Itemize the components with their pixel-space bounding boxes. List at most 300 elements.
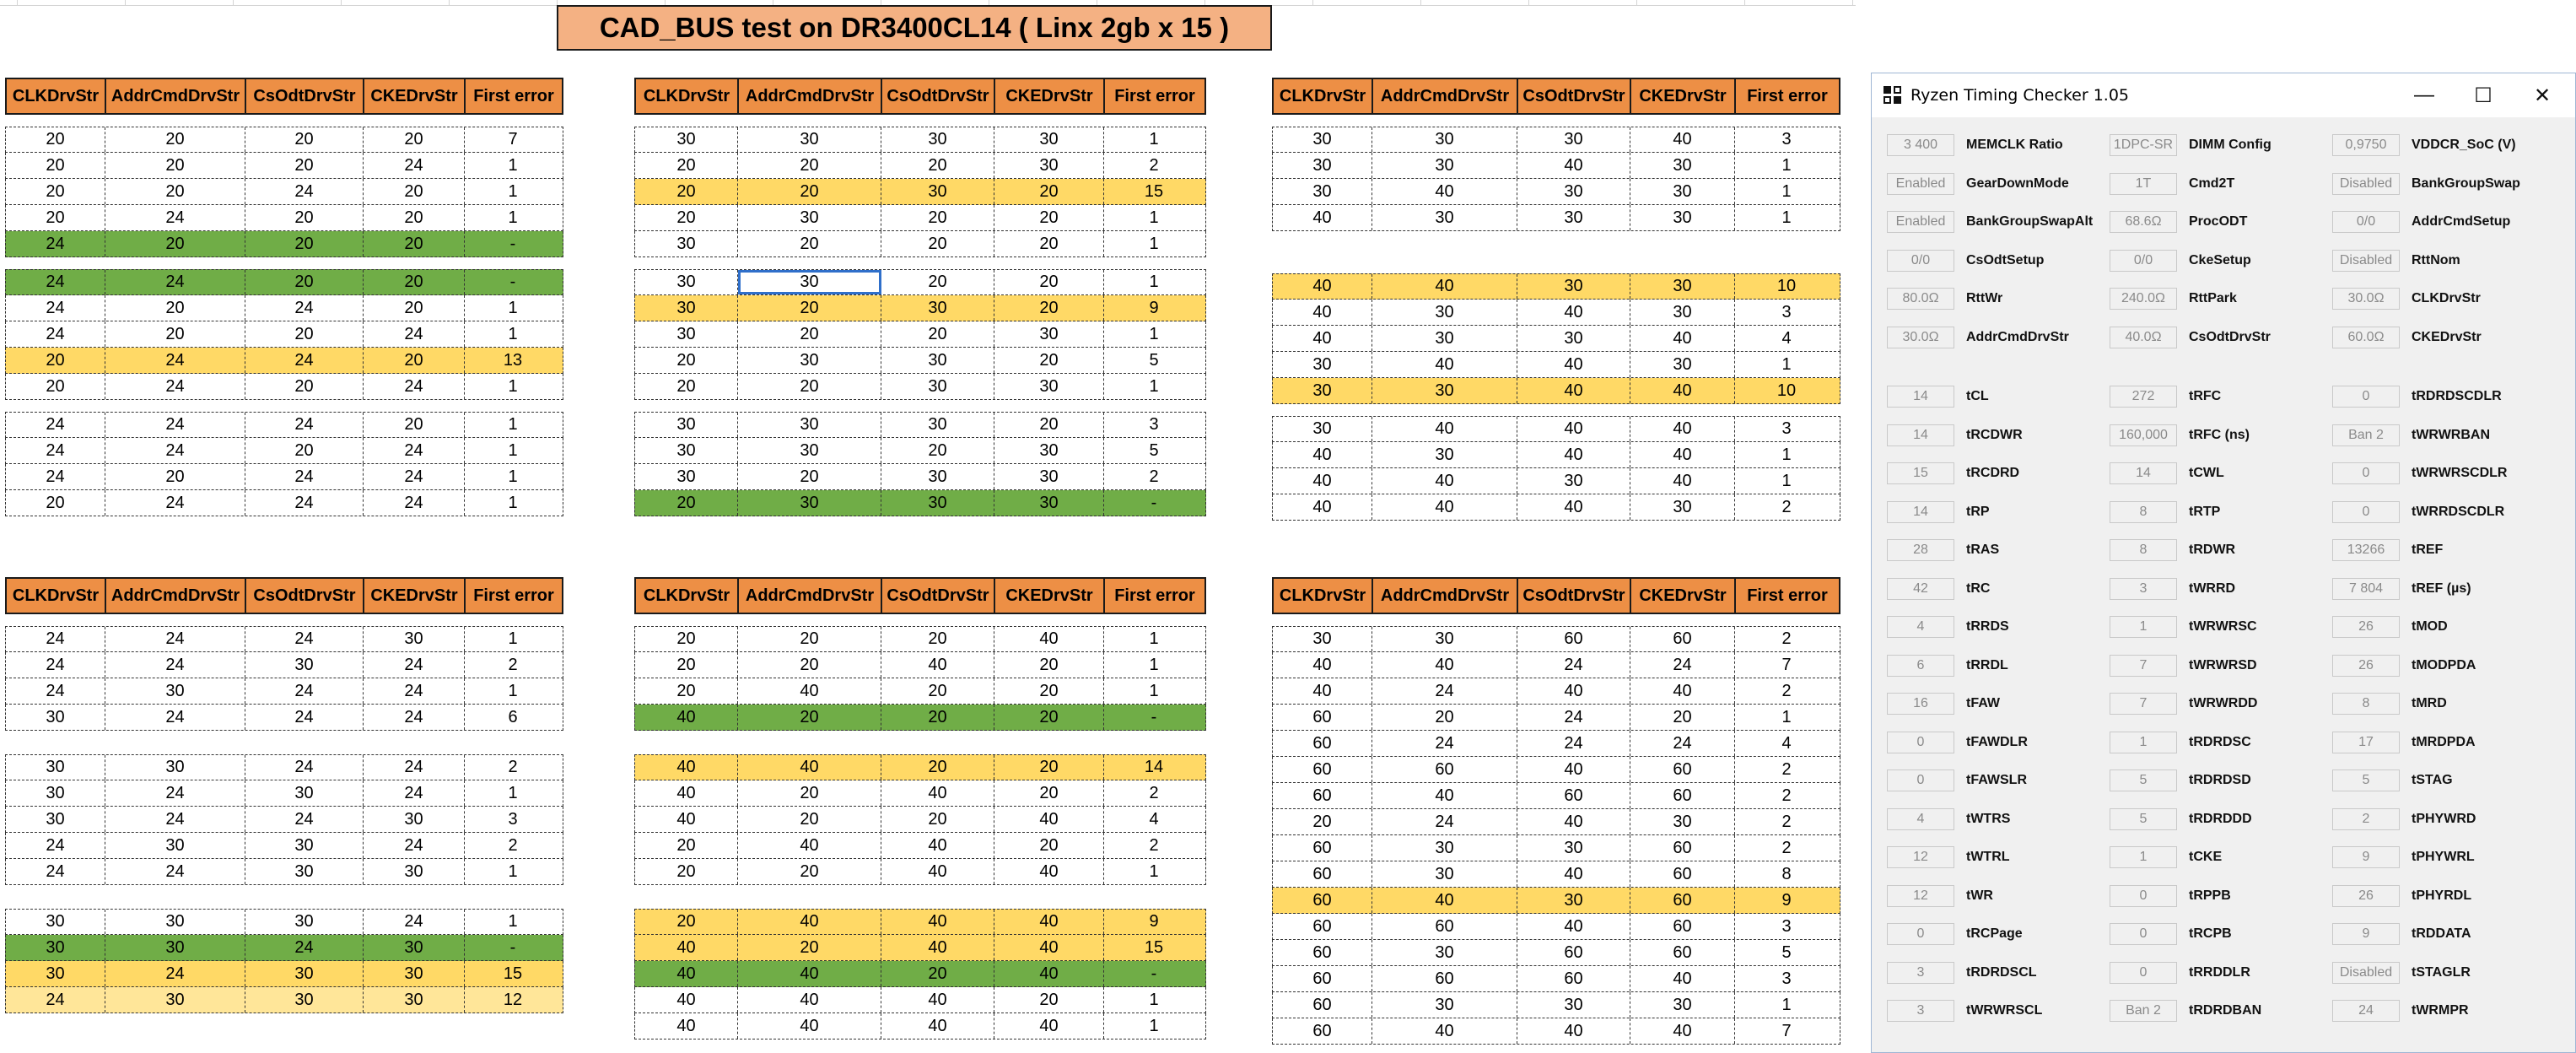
table-cell[interactable]: 20: [245, 270, 364, 294]
table-cell[interactable]: 30: [105, 935, 245, 960]
table-cell[interactable]: 20: [1273, 809, 1372, 834]
table-cell[interactable]: 12: [503, 990, 523, 1009]
table-cell[interactable]: 30: [364, 987, 465, 1012]
table-cell[interactable]: 60: [1273, 1018, 1372, 1044]
table-cell[interactable]: 30: [364, 807, 465, 832]
table-cell[interactable]: 40: [1273, 652, 1372, 678]
table-cell[interactable]: 24: [105, 652, 245, 678]
table-cell[interactable]: 20: [635, 627, 738, 651]
table-cell[interactable]: 40: [881, 780, 994, 806]
column-header[interactable]: CsOdtDrvStr: [1518, 79, 1631, 113]
timing-value-field[interactable]: 160,000: [2110, 424, 2177, 446]
table-cell[interactable]: 60: [1630, 888, 1735, 913]
timing-value-field[interactable]: 0: [1887, 923, 1954, 945]
table-cell[interactable]: 20: [994, 833, 1104, 858]
table-cell[interactable]: 24: [105, 413, 245, 437]
timing-value-field[interactable]: 0: [2110, 885, 2177, 907]
table-cell[interactable]: 40: [1273, 326, 1372, 351]
timing-value-field[interactable]: 1: [2110, 732, 2177, 753]
table-cell[interactable]: 3: [1781, 916, 1792, 936]
column-header[interactable]: First error: [473, 86, 554, 105]
table-cell[interactable]: 20: [105, 231, 245, 256]
table-cell[interactable]: 30: [1273, 378, 1372, 403]
table-cell[interactable]: 1: [1149, 681, 1159, 700]
table-cell[interactable]: 30: [994, 127, 1104, 152]
table-cell[interactable]: 20: [105, 153, 245, 178]
table-cell[interactable]: 40: [881, 833, 994, 858]
table-cell[interactable]: 20: [881, 321, 994, 347]
table-cell[interactable]: 30: [1517, 205, 1630, 230]
table-cell[interactable]: 24: [364, 833, 465, 858]
table-cell[interactable]: 30: [6, 807, 105, 832]
table-cell[interactable]: 20: [245, 127, 364, 152]
table-cell[interactable]: 20: [245, 321, 364, 347]
table-cell[interactable]: 30: [1273, 179, 1372, 204]
table-cell[interactable]: 20: [105, 464, 245, 489]
timing-value-field[interactable]: 0: [2110, 923, 2177, 945]
table-cell[interactable]: 20: [881, 231, 994, 256]
table-cell[interactable]: 20: [245, 374, 364, 399]
table-cell[interactable]: 30: [1372, 127, 1517, 152]
table-cell[interactable]: 40: [994, 627, 1104, 651]
table-cell[interactable]: 30: [1372, 940, 1517, 965]
table-cell[interactable]: -: [509, 234, 516, 253]
table-cell[interactable]: 40: [1372, 274, 1517, 299]
column-header[interactable]: CLKDrvStr: [636, 79, 739, 113]
timing-value-field[interactable]: 8: [2332, 693, 2400, 715]
column-header[interactable]: CsOdtDrvStr: [882, 79, 995, 113]
table-cell[interactable]: 10: [1776, 277, 1797, 295]
timing-value-field[interactable]: 240.0Ω: [2110, 288, 2177, 310]
table-cell[interactable]: -: [1151, 493, 1157, 512]
table-cell[interactable]: 1: [508, 208, 518, 227]
table-cell[interactable]: 30: [1630, 809, 1735, 834]
table-cell[interactable]: 60: [1630, 783, 1735, 808]
table-cell[interactable]: 40: [635, 780, 738, 806]
table-cell[interactable]: 40: [1517, 417, 1630, 441]
table-cell[interactable]: 60: [1372, 914, 1517, 939]
table-cell[interactable]: 30: [738, 413, 881, 437]
table-cell[interactable]: 2: [1149, 783, 1159, 802]
table-cell[interactable]: 1: [508, 324, 518, 343]
table-cell[interactable]: 40: [1517, 861, 1630, 887]
table-cell[interactable]: 30: [1517, 326, 1630, 351]
table-cell[interactable]: 1: [508, 415, 518, 434]
table-cell[interactable]: 24: [245, 705, 364, 730]
table-cell[interactable]: 20: [994, 705, 1104, 730]
column-header[interactable]: AddrCmdDrvStr: [1373, 579, 1518, 613]
table-cell[interactable]: 20: [738, 295, 881, 321]
table-cell[interactable]: 30: [1372, 835, 1517, 861]
table-cell[interactable]: 30: [6, 705, 105, 730]
table-cell[interactable]: 20: [881, 438, 994, 463]
table-cell[interactable]: 1: [508, 181, 518, 201]
table-cell[interactable]: 30: [738, 127, 881, 152]
table-cell[interactable]: 20: [738, 464, 881, 489]
table-cell[interactable]: 1: [1149, 273, 1159, 291]
table-cell[interactable]: 30: [1630, 352, 1735, 377]
timing-value-field[interactable]: 3: [2110, 578, 2177, 600]
table-cell[interactable]: 2: [508, 835, 518, 855]
timing-value-field[interactable]: Enabled: [1887, 173, 1954, 195]
table-cell[interactable]: 30: [994, 464, 1104, 489]
table-cell[interactable]: 24: [6, 833, 105, 858]
table-cell[interactable]: 20: [738, 859, 881, 884]
timing-value-field[interactable]: 28: [1887, 539, 1954, 561]
table-cell[interactable]: 30: [635, 270, 738, 294]
table-cell[interactable]: 24: [364, 464, 465, 489]
table-cell[interactable]: 20: [6, 179, 105, 204]
table-cell[interactable]: 24: [6, 231, 105, 256]
table-cell[interactable]: 20: [6, 153, 105, 178]
timing-value-field[interactable]: 17: [2332, 732, 2400, 753]
table-cell[interactable]: 20: [994, 987, 1104, 1012]
timing-value-field[interactable]: Disabled: [2332, 250, 2400, 272]
table-cell[interactable]: 30: [1517, 835, 1630, 861]
table-cell[interactable]: 24: [6, 652, 105, 678]
table-cell[interactable]: 24: [105, 627, 245, 651]
column-header[interactable]: CKEDrvStr: [1631, 579, 1736, 613]
table-cell[interactable]: 40: [635, 1013, 738, 1039]
timing-value-field[interactable]: 1DPC-SR: [2110, 134, 2177, 156]
table-cell[interactable]: 24: [245, 179, 364, 204]
table-cell[interactable]: 30: [105, 755, 245, 780]
table-cell[interactable]: 30: [245, 987, 364, 1012]
table-cell[interactable]: 10: [1776, 381, 1797, 400]
table-cell[interactable]: 20: [881, 755, 994, 780]
table-cell[interactable]: 30: [6, 935, 105, 960]
table-cell[interactable]: 24: [105, 705, 245, 730]
table-cell[interactable]: 30: [635, 413, 738, 437]
table-cell[interactable]: 1: [1149, 629, 1159, 648]
table-cell[interactable]: 24: [1372, 731, 1517, 756]
table-cell[interactable]: 60: [1630, 757, 1735, 782]
timing-value-field[interactable]: 7: [2110, 693, 2177, 715]
table-cell[interactable]: 24: [105, 438, 245, 463]
table-cell[interactable]: 30: [635, 231, 738, 256]
table-cell[interactable]: 40: [1630, 378, 1735, 403]
table-cell[interactable]: 40: [1630, 127, 1735, 152]
table-cell[interactable]: 2: [1149, 155, 1159, 175]
timing-value-field[interactable]: 30.0Ω: [2332, 288, 2400, 310]
table-cell[interactable]: 2: [508, 655, 518, 674]
timing-value-field[interactable]: 24: [2332, 1000, 2400, 1022]
table-cell[interactable]: 30: [881, 179, 994, 204]
table-cell[interactable]: -: [1151, 707, 1157, 726]
table-cell[interactable]: 1: [508, 629, 518, 648]
table-cell[interactable]: 40: [635, 755, 738, 780]
table-cell[interactable]: 2: [1149, 467, 1159, 486]
column-header[interactable]: AddrCmdDrvStr: [739, 79, 882, 113]
table-cell[interactable]: 24: [105, 205, 245, 230]
table-cell[interactable]: 30: [6, 961, 105, 986]
table-cell[interactable]: 60: [1273, 835, 1372, 861]
table-cell[interactable]: 30: [1372, 861, 1517, 887]
table-cell[interactable]: 30: [1372, 300, 1517, 325]
table-cell[interactable]: 24: [245, 295, 364, 321]
table-cell[interactable]: 20: [738, 807, 881, 832]
table-cell[interactable]: 1: [508, 493, 518, 512]
timing-value-field[interactable]: 0: [2110, 962, 2177, 984]
table-cell[interactable]: 7: [508, 130, 518, 148]
table-cell[interactable]: 20: [245, 231, 364, 256]
table-cell[interactable]: 20: [881, 627, 994, 651]
table-cell[interactable]: 5: [1149, 350, 1159, 370]
table-cell[interactable]: 30: [1372, 326, 1517, 351]
table-cell[interactable]: 60: [1372, 966, 1517, 991]
table-cell[interactable]: 24: [364, 153, 465, 178]
table-cell[interactable]: 20: [364, 231, 465, 256]
column-header[interactable]: CLKDrvStr: [636, 579, 739, 613]
table-cell[interactable]: 2: [1781, 759, 1792, 779]
table-cell[interactable]: 24: [364, 490, 465, 516]
table-cell[interactable]: 30: [1630, 992, 1735, 1018]
table-cell[interactable]: 20: [994, 295, 1104, 321]
timing-value-field[interactable]: 0: [2332, 462, 2400, 484]
table-cell[interactable]: 30: [1630, 179, 1735, 204]
table-cell[interactable]: 40: [1372, 468, 1517, 494]
column-header[interactable]: CLKDrvStr: [1274, 579, 1373, 613]
table-cell[interactable]: 1: [508, 376, 518, 396]
table-cell[interactable]: 1: [1781, 208, 1792, 227]
timing-value-field[interactable]: 14: [1887, 386, 1954, 408]
table-cell[interactable]: 40: [1630, 1018, 1735, 1044]
table-cell[interactable]: 24: [245, 935, 364, 960]
table-cell[interactable]: 24: [6, 627, 105, 651]
table-cell[interactable]: 24: [245, 348, 364, 373]
column-header[interactable]: CsOdtDrvStr: [246, 79, 364, 113]
table-cell[interactable]: 40: [1372, 652, 1517, 678]
table-cell[interactable]: 20: [994, 413, 1104, 437]
table-cell[interactable]: 30: [105, 678, 245, 704]
timing-value-field[interactable]: 14: [1887, 501, 1954, 523]
table-cell[interactable]: 20: [635, 153, 738, 178]
table-cell[interactable]: 20: [738, 705, 881, 730]
column-header[interactable]: AddrCmdDrvStr: [106, 79, 246, 113]
table-cell[interactable]: 20: [994, 205, 1104, 230]
table-cell[interactable]: 40: [881, 910, 994, 934]
table-cell[interactable]: 20: [635, 833, 738, 858]
table-cell[interactable]: 30: [245, 833, 364, 858]
table-cell[interactable]: 30: [1630, 153, 1735, 178]
table-cell[interactable]: 20: [738, 179, 881, 204]
table-cell[interactable]: 40: [738, 1013, 881, 1039]
timing-value-field[interactable]: 80.0Ω: [1887, 288, 1954, 310]
table-cell[interactable]: 20: [994, 348, 1104, 373]
timing-value-field[interactable]: 7: [2110, 655, 2177, 677]
table-cell[interactable]: 24: [105, 374, 245, 399]
table-cell[interactable]: 40: [994, 807, 1104, 832]
table-cell[interactable]: 24: [1517, 731, 1630, 756]
table-cell[interactable]: 14: [1144, 758, 1164, 776]
table-cell[interactable]: 24: [105, 780, 245, 806]
table-cell[interactable]: 40: [1372, 1018, 1517, 1044]
table-cell[interactable]: 1: [508, 155, 518, 175]
table-cell[interactable]: 60: [1273, 914, 1372, 939]
timing-value-field[interactable]: 4: [1887, 808, 1954, 830]
table-cell[interactable]: 20: [6, 374, 105, 399]
table-cell[interactable]: 40: [1273, 678, 1372, 704]
table-cell[interactable]: 20: [994, 678, 1104, 704]
table-cell[interactable]: 40: [1273, 300, 1372, 325]
table-cell[interactable]: 24: [105, 348, 245, 373]
table-cell[interactable]: 40: [1630, 966, 1735, 991]
timing-value-field[interactable]: Ban 2: [2110, 1000, 2177, 1022]
table-cell[interactable]: 1: [508, 467, 518, 486]
table-cell[interactable]: 30: [1517, 468, 1630, 494]
column-header[interactable]: First error: [473, 586, 554, 605]
table-cell[interactable]: 30: [881, 413, 994, 437]
timing-value-field[interactable]: 3: [1887, 1000, 1954, 1022]
table-cell[interactable]: 40: [738, 961, 881, 986]
table-cell[interactable]: 40: [1517, 757, 1630, 782]
table-cell[interactable]: 20: [994, 231, 1104, 256]
timing-value-field[interactable]: 2: [2332, 808, 2400, 830]
table-cell[interactable]: 30: [1273, 352, 1372, 377]
table-cell[interactable]: 24: [364, 374, 465, 399]
table-cell[interactable]: 20: [105, 321, 245, 347]
timing-value-field[interactable]: 8: [2110, 539, 2177, 561]
table-cell[interactable]: 1: [1149, 655, 1159, 674]
window-titlebar[interactable]: [1872, 73, 2575, 117]
table-cell[interactable]: 40: [1517, 494, 1630, 520]
table-cell[interactable]: 60: [1273, 783, 1372, 808]
table-cell[interactable]: 40: [738, 678, 881, 704]
table-cell[interactable]: 40: [1630, 678, 1735, 704]
table-cell[interactable]: 1: [508, 681, 518, 700]
table-cell[interactable]: 20: [738, 153, 881, 178]
table-cell[interactable]: 20: [635, 205, 738, 230]
table-cell[interactable]: 20: [635, 910, 738, 934]
table-cell[interactable]: 20: [994, 755, 1104, 780]
table-cell[interactable]: 40: [1630, 417, 1735, 441]
table-cell[interactable]: 1: [1149, 1016, 1159, 1035]
table-cell[interactable]: 24: [6, 413, 105, 437]
table-cell[interactable]: 40: [1517, 153, 1630, 178]
table-cell[interactable]: 24: [364, 910, 465, 934]
timing-value-field[interactable]: 3: [1887, 962, 1954, 984]
timing-value-field[interactable]: 0: [2332, 386, 2400, 408]
table-cell[interactable]: 7: [1781, 1021, 1792, 1040]
table-cell[interactable]: 30: [6, 910, 105, 934]
table-cell[interactable]: 30: [1517, 992, 1630, 1018]
table-cell[interactable]: 15: [503, 964, 523, 983]
table-cell[interactable]: 60: [1630, 940, 1735, 965]
column-header[interactable]: CKEDrvStr: [995, 79, 1105, 113]
table-cell[interactable]: 3: [508, 809, 518, 829]
table-cell[interactable]: 13: [503, 350, 523, 370]
timing-value-field[interactable]: 15: [1887, 462, 1954, 484]
timing-value-field[interactable]: Enabled: [1887, 211, 1954, 233]
table-cell[interactable]: 20: [364, 179, 465, 204]
table-cell[interactable]: 30: [881, 374, 994, 399]
table-cell[interactable]: 1: [1149, 234, 1159, 253]
timing-value-field[interactable]: 0: [1887, 770, 1954, 791]
table-cell[interactable]: 40: [1517, 442, 1630, 467]
table-cell[interactable]: 30: [1273, 627, 1372, 651]
table-cell[interactable]: 15: [1144, 181, 1164, 201]
table-cell[interactable]: 30: [881, 490, 994, 516]
table-cell[interactable]: 30: [994, 153, 1104, 178]
table-cell[interactable]: 40: [1273, 494, 1372, 520]
table-cell[interactable]: 30: [994, 438, 1104, 463]
table-cell[interactable]: 40: [635, 807, 738, 832]
table-cell[interactable]: 60: [1372, 757, 1517, 782]
table-cell[interactable]: 60: [1630, 627, 1735, 651]
table-cell[interactable]: 20: [738, 321, 881, 347]
timing-value-field[interactable]: 13266: [2332, 539, 2400, 561]
table-cell[interactable]: 30: [1517, 127, 1630, 152]
table-cell[interactable]: 40: [1273, 442, 1372, 467]
table-cell[interactable]: 40: [1372, 179, 1517, 204]
table-cell[interactable]: -: [509, 273, 516, 291]
table-cell[interactable]: 1: [1149, 208, 1159, 227]
table-cell[interactable]: 40: [1630, 468, 1735, 494]
table-cell[interactable]: 60: [1273, 940, 1372, 965]
table-cell[interactable]: 20: [881, 678, 994, 704]
table-cell[interactable]: 20: [635, 179, 738, 204]
timing-value-field[interactable]: 26: [2332, 885, 2400, 907]
timing-value-field[interactable]: 16: [1887, 693, 1954, 715]
table-cell[interactable]: 30: [1517, 888, 1630, 913]
table-cell[interactable]: 24: [105, 961, 245, 986]
table-cell[interactable]: 40: [1630, 326, 1735, 351]
table-cell[interactable]: 60: [1273, 757, 1372, 782]
timing-value-field[interactable]: 1: [2110, 846, 2177, 868]
table-cell[interactable]: 20: [6, 348, 105, 373]
table-cell[interactable]: 30: [635, 438, 738, 463]
table-cell[interactable]: 30: [881, 295, 994, 321]
table-cell[interactable]: 20: [738, 231, 881, 256]
timing-value-field[interactable]: 0/0: [2110, 250, 2177, 272]
timing-value-field[interactable]: 4: [1887, 616, 1954, 638]
table-cell[interactable]: 30: [738, 205, 881, 230]
table-cell[interactable]: 1: [508, 912, 518, 931]
table-cell[interactable]: 60: [1273, 888, 1372, 913]
timing-value-field[interactable]: 9: [2332, 846, 2400, 868]
table-cell[interactable]: 1: [508, 783, 518, 802]
table-cell[interactable]: 2: [1781, 497, 1792, 516]
table-cell[interactable]: 40: [1372, 352, 1517, 377]
table-cell[interactable]: 40: [635, 935, 738, 960]
table-cell[interactable]: 20: [881, 270, 994, 294]
table-cell[interactable]: 1: [1781, 445, 1792, 464]
timing-value-field[interactable]: 26: [2332, 616, 2400, 638]
timing-value-field[interactable]: 3 400: [1887, 134, 1954, 156]
table-cell[interactable]: 3: [1781, 969, 1792, 988]
table-cell[interactable]: 24: [6, 987, 105, 1012]
timing-value-field[interactable]: 14: [2110, 462, 2177, 484]
column-header[interactable]: CKEDrvStr: [995, 579, 1105, 613]
table-cell[interactable]: 30: [881, 127, 994, 152]
timing-value-field[interactable]: 40.0Ω: [2110, 327, 2177, 348]
table-cell[interactable]: 30: [1273, 153, 1372, 178]
table-cell[interactable]: 2: [1781, 786, 1792, 805]
table-cell[interactable]: 40: [1517, 678, 1630, 704]
table-cell[interactable]: 60: [1273, 966, 1372, 991]
timing-value-field[interactable]: 12: [1887, 885, 1954, 907]
table-cell[interactable]: 1: [1149, 324, 1159, 343]
table-cell[interactable]: 20: [635, 374, 738, 399]
column-header[interactable]: CLKDrvStr: [1274, 79, 1373, 113]
table-cell[interactable]: 24: [105, 490, 245, 516]
table-cell[interactable]: 40: [1273, 274, 1372, 299]
table-cell[interactable]: 4: [1781, 328, 1792, 348]
table-cell[interactable]: 40: [1372, 494, 1517, 520]
table-cell[interactable]: 20: [994, 652, 1104, 678]
timing-value-field[interactable]: 12: [1887, 846, 1954, 868]
table-cell[interactable]: 60: [1630, 861, 1735, 887]
